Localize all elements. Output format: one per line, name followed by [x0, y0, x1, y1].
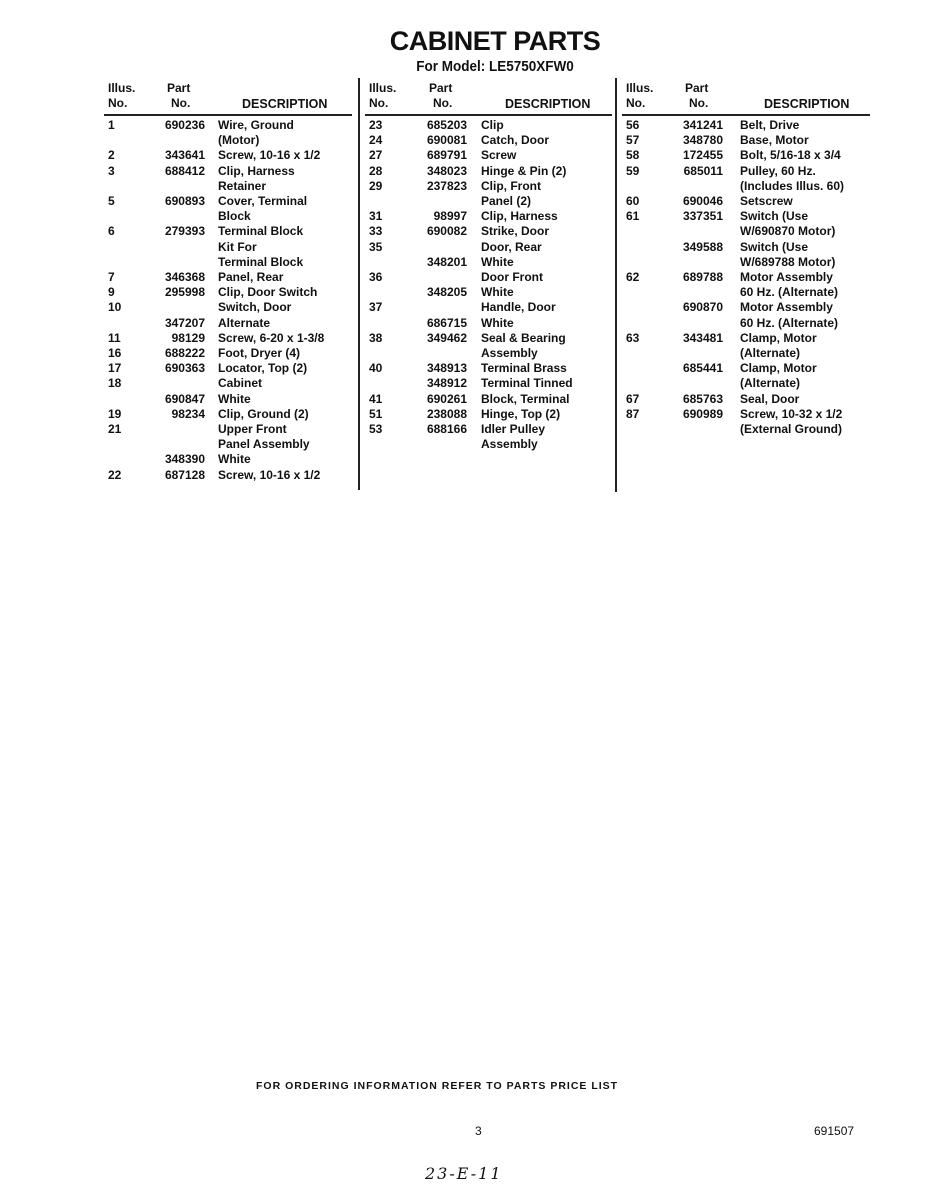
- part-number: 348023: [426, 163, 467, 178]
- part-description: Locator, Top (2): [218, 361, 308, 376]
- part-description: Motor Assembly: [740, 300, 833, 315]
- illus-number: 61: [626, 209, 640, 224]
- part-description: White: [218, 452, 251, 467]
- illus-number: 56: [626, 118, 640, 132]
- illus-number: 6: [108, 224, 115, 239]
- part-number: 690870: [682, 300, 723, 315]
- part-number: 348913: [426, 361, 467, 376]
- part-description: Panel (2): [481, 194, 532, 208]
- illus-number: 9: [108, 285, 115, 300]
- part-description: W/689788 Motor): [740, 254, 836, 269]
- part-number: 685763: [682, 391, 723, 406]
- illus-number: 37: [369, 300, 383, 315]
- part-number: 343481: [682, 330, 723, 345]
- part-number: 690363: [164, 361, 205, 376]
- part-description: Bolt, 5/16-18 x 3/4: [740, 148, 841, 163]
- illus-number: 27: [369, 148, 383, 163]
- illus-number: 29: [369, 178, 383, 193]
- header-description: DESCRIPTION: [242, 97, 328, 111]
- part-description: Clamp, Motor: [740, 330, 817, 345]
- illus-number: 1: [108, 118, 115, 132]
- part-description: Terminal Block: [218, 254, 304, 269]
- illus-number: 11: [108, 330, 121, 345]
- part-number: 688222: [164, 346, 205, 360]
- illus-number: 17: [108, 361, 122, 376]
- part-description: Pulley, 60 Hz.: [740, 163, 816, 178]
- part-description: Wire, Ground: [218, 118, 294, 132]
- header-rule: [104, 114, 352, 116]
- header-illus-no: No.: [626, 96, 646, 110]
- part-description: 60 Hz. (Alternate): [740, 285, 839, 300]
- part-number: 238088: [426, 406, 467, 421]
- illus-number: 10: [108, 300, 122, 315]
- part-description: Motor Assembly: [740, 270, 833, 284]
- part-description: Screw: [481, 148, 517, 163]
- part-number: 690261: [426, 391, 467, 406]
- part-description: Strike, Door: [481, 224, 550, 239]
- part-number: 347207: [164, 315, 205, 330]
- part-number: 690081: [426, 133, 467, 148]
- illus-number: 7: [108, 270, 115, 284]
- part-description: Panel, Rear: [218, 270, 284, 284]
- part-number: 688166: [426, 422, 467, 436]
- header-part: Part: [167, 81, 191, 95]
- part-number: 98997: [433, 209, 467, 224]
- column-divider: [615, 78, 617, 492]
- part-description: Retainer: [218, 178, 267, 193]
- illus-number: 23: [369, 118, 383, 132]
- part-description: Alternate: [218, 315, 271, 330]
- illus-number: 63: [626, 330, 640, 345]
- part-number: 690989: [682, 406, 723, 421]
- part-description: White: [218, 391, 251, 406]
- part-number: 349462: [426, 330, 467, 345]
- part-description: (Alternate): [740, 376, 801, 391]
- part-number: 685203: [426, 118, 467, 132]
- part-number: 688412: [164, 163, 205, 178]
- part-description: Clip, Ground (2): [218, 406, 309, 421]
- part-description: Belt, Drive: [740, 118, 800, 132]
- illus-number: 57: [626, 133, 640, 148]
- illus-number: 87: [626, 406, 640, 421]
- header-illus-no: No.: [369, 96, 389, 110]
- part-number: 295998: [164, 285, 205, 300]
- part-description: Assembly: [481, 346, 538, 360]
- part-number: 687128: [164, 467, 205, 482]
- part-number: 348390: [164, 452, 205, 467]
- part-description: Door Front: [481, 270, 543, 284]
- part-description: Upper Front: [218, 422, 287, 436]
- header-part-no: No.: [689, 96, 709, 110]
- part-number: 690046: [682, 194, 723, 208]
- part-description: Clip, Front: [481, 178, 541, 193]
- model-subtitle: For Model: LE5750XFW0: [416, 58, 574, 75]
- part-description: Setscrew: [740, 194, 793, 208]
- part-number: 690082: [426, 224, 467, 239]
- part-number: 349588: [682, 239, 723, 254]
- header-part: Part: [429, 81, 453, 95]
- part-description: Panel Assembly: [218, 437, 310, 452]
- header-rule: [365, 114, 612, 116]
- illus-number: 33: [369, 224, 383, 239]
- illus-number: 59: [626, 163, 640, 178]
- part-number: 689788: [682, 270, 723, 284]
- part-description: Terminal Tinned: [481, 376, 573, 391]
- illus-number: 3: [108, 163, 115, 178]
- part-number: 348912: [426, 376, 467, 391]
- illus-number: 41: [369, 391, 383, 406]
- part-number: 346368: [164, 270, 205, 284]
- illus-number: 58: [626, 148, 640, 163]
- part-description: Terminal Brass: [481, 361, 567, 376]
- part-description: Screw, 6-20 x 1-3/8: [218, 330, 325, 345]
- part-number: 685011: [683, 163, 723, 178]
- part-description: 60 Hz. (Alternate): [740, 315, 839, 330]
- header-description: DESCRIPTION: [505, 97, 591, 111]
- part-number: 685441: [682, 361, 723, 376]
- illus-number: 28: [369, 163, 383, 178]
- part-description: White: [481, 285, 514, 300]
- part-description: Seal, Door: [740, 391, 800, 406]
- handwritten-note: 23-E-11: [425, 1164, 503, 1183]
- ordering-note: FOR ORDERING INFORMATION REFER TO PARTS PRICE LIST: [256, 1080, 619, 1092]
- part-number: 348205: [426, 285, 467, 300]
- header-part-no: No.: [433, 96, 453, 110]
- illus-number: 19: [108, 406, 122, 421]
- header-illus: Illus.: [369, 81, 397, 95]
- part-description: White: [481, 254, 514, 269]
- illus-number: 18: [108, 376, 122, 391]
- part-description: Handle, Door: [481, 300, 556, 315]
- part-description: Seal & Bearing: [481, 330, 566, 345]
- part-description: Door, Rear: [481, 239, 542, 254]
- part-description: Terminal Block: [218, 224, 304, 239]
- part-description: Screw, 10-16 x 1/2: [218, 148, 321, 163]
- illus-number: 38: [369, 330, 383, 345]
- header-part-no: No.: [171, 96, 191, 110]
- illus-number: 36: [369, 270, 383, 284]
- header-description: DESCRIPTION: [764, 97, 850, 111]
- illus-number: 67: [626, 391, 640, 406]
- page-title: CABINET PARTS: [389, 26, 601, 56]
- part-description: W/690870 Motor): [740, 224, 836, 239]
- part-description: Hinge, Top (2): [481, 406, 561, 421]
- header-illus: Illus.: [626, 81, 654, 95]
- illus-number: 21: [108, 422, 122, 436]
- part-description: Catch, Door: [481, 133, 550, 148]
- part-description: Foot, Dryer (4): [218, 346, 301, 360]
- part-number: 279393: [164, 224, 205, 239]
- illus-number: 60: [626, 194, 640, 208]
- part-description: Hinge & Pin (2): [481, 163, 567, 178]
- part-description: (Alternate): [740, 346, 801, 360]
- illus-number: 62: [626, 270, 640, 284]
- part-number: 690847: [164, 391, 205, 406]
- part-description: Switch (Use: [740, 209, 809, 224]
- part-description: Clip, Harness: [481, 209, 558, 224]
- part-description: Switch (Use: [740, 239, 809, 254]
- part-number: 98234: [171, 406, 205, 421]
- illus-number: 5: [108, 194, 115, 208]
- part-number: 690236: [164, 118, 205, 132]
- illus-number: 40: [369, 361, 383, 376]
- part-description: Idler Pulley: [481, 422, 546, 436]
- part-number: 172455: [682, 148, 723, 163]
- header-illus: Illus.: [108, 81, 136, 95]
- part-number: 98129: [171, 330, 205, 345]
- illus-number: 2: [108, 148, 115, 163]
- part-description: (Motor): [218, 133, 260, 148]
- column-divider: [358, 78, 360, 490]
- part-description: Assembly: [481, 437, 538, 452]
- part-description: Cover, Terminal: [218, 194, 308, 208]
- part-description: Cabinet: [218, 376, 263, 391]
- part-description: Clip, Harness: [218, 163, 295, 178]
- part-description: Clip, Door Switch: [218, 285, 318, 300]
- part-number: 689791: [426, 148, 467, 163]
- illus-number: 51: [369, 406, 383, 421]
- document-number: 691507: [814, 1124, 855, 1138]
- part-description: Clamp, Motor: [740, 361, 817, 376]
- illus-number: 35: [369, 239, 383, 254]
- part-description: Screw, 10-16 x 1/2: [218, 467, 321, 482]
- page-number: 3: [475, 1124, 482, 1138]
- part-number: 690893: [164, 194, 205, 208]
- part-description: (Includes Illus. 60): [740, 178, 845, 193]
- part-description: Base, Motor: [740, 133, 809, 148]
- part-number: 348780: [682, 133, 723, 148]
- header-illus-no: No.: [108, 96, 128, 110]
- part-description: Block: [218, 209, 251, 224]
- part-number: 337351: [682, 209, 723, 224]
- header-rule: [622, 114, 870, 116]
- part-description: Clip: [481, 118, 504, 132]
- illus-number: 53: [369, 422, 383, 436]
- illus-number: 31: [369, 209, 383, 224]
- illus-number: 16: [108, 346, 122, 360]
- part-number: 341241: [682, 118, 723, 132]
- part-number: 348201: [426, 254, 467, 269]
- part-number: 237823: [426, 178, 467, 193]
- part-description: White: [481, 315, 514, 330]
- illus-number: 22: [108, 467, 122, 482]
- part-number: 686715: [426, 315, 467, 330]
- part-description: (External Ground): [740, 422, 843, 436]
- part-description: Screw, 10-32 x 1/2: [740, 406, 843, 421]
- part-description: Kit For: [218, 239, 257, 254]
- header-part: Part: [685, 81, 709, 95]
- part-description: Block, Terminal: [481, 391, 570, 406]
- illus-number: 24: [369, 133, 383, 148]
- part-description: Switch, Door: [218, 300, 292, 315]
- part-number: 343641: [164, 148, 205, 163]
